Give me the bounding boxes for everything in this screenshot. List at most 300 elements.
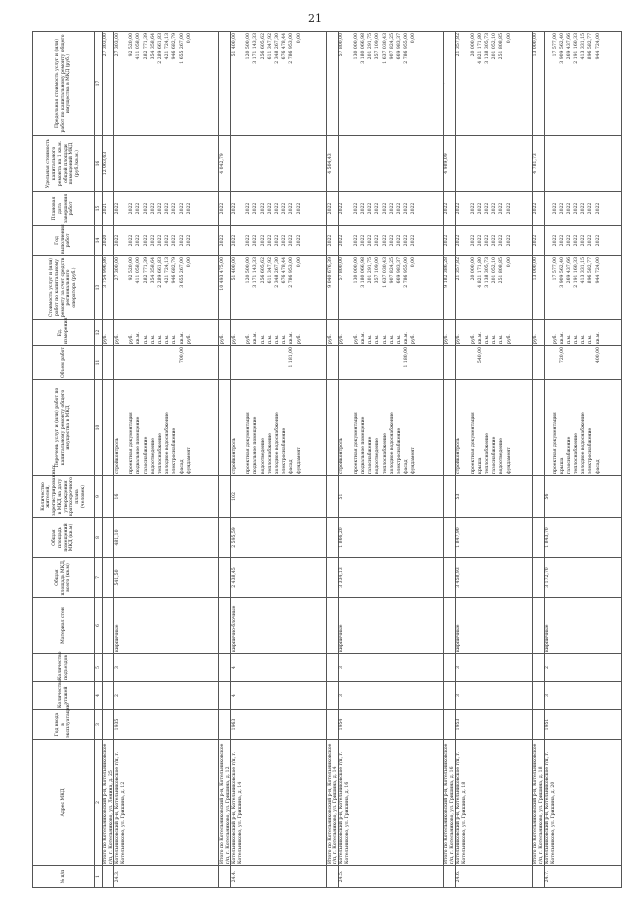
works-cell [443,380,455,476]
cost-cell-line [545,257,552,318]
units-cell-line: кв.м. [559,332,565,344]
works-cell-line: проектная документация [129,412,135,474]
cost-cell-line: 2 348 267,30 [274,257,280,288]
works-cell [102,380,114,476]
residents-cell [532,476,544,518]
capital-repair-table [32,31,622,888]
header-cell: Количество подъездов [33,654,95,682]
plan-date-cell-line: 2022 [588,202,594,215]
units-cell [219,320,231,346]
plan-date-cell-line: 2022 [389,202,395,215]
volume-cell-line [253,347,260,378]
limit-cost-cell-line: 946 682,79 [172,33,178,60]
plan-date-cell-line: 2022 [114,202,120,215]
cost-cell [544,256,621,320]
limit-cost-cell-line: 3 180 066,98 [360,33,366,64]
works-cell [231,380,327,476]
works-cell-line: газоснабжение [143,436,149,474]
limit-cost-cell-line: 269 437,66 [566,33,572,60]
year-done-cell [443,226,455,256]
cost-cell-line: 3 180 066,98 [360,257,366,288]
volume-cell-line: 400,00 [595,347,601,364]
volume-cell-line [553,347,560,378]
row-number [102,866,114,888]
volume-cell-line [158,347,165,378]
plan-date-cell [338,192,443,226]
volume-cell-line: 540,00 [477,347,483,364]
table-row [455,32,532,888]
units-cell-line: п.м. [368,334,374,344]
works-cell-line [533,381,540,474]
header-cell: Стоимость услуг и (или) работ по капитальному ремонту за счет средств регионального оператора (руб.) [33,256,95,320]
entrances-cell [532,654,544,682]
limit-cost-cell [102,32,114,136]
works-cell-line: электроснабжение [396,427,402,474]
limit-cost-cell-line: 0,00 [506,33,512,44]
year-done-cell-line: 2022 [375,234,381,247]
plan-date-cell [544,192,621,226]
year-done-cell-line: 2022 [559,234,565,247]
plan-date-cell-line: 2022 [360,202,366,215]
table-row [532,32,544,888]
cost-cell-line: 3 171 143,33 [253,257,259,288]
column-number-cell: 7 [95,558,103,598]
units-cell-line: руб. [444,334,450,344]
works-cell-line: газоснабжение [566,436,572,474]
plan-date-cell-line: 2022 [179,202,185,215]
plan-date-cell-line: 2022 [267,202,273,215]
cost-cell-line: 51 400,00 [231,257,237,281]
volume-cell [455,346,532,380]
year-cell: 1954 [338,710,443,740]
year-done-cell-line: 2022 [136,234,142,247]
works-cell-line: водоотведение [499,438,505,474]
year-done-cell-line: 2022 [566,234,572,247]
address-cell [114,740,219,866]
page-number: 21 [308,12,322,25]
year-cell [532,710,544,740]
plan-date-cell-line: 2022 [253,202,259,215]
plan-date-cell-line: 2022 [559,202,565,215]
row-number: 24.6. [455,866,532,888]
units-cell-line: руб. [231,334,237,344]
limit-cost-cell [532,32,544,136]
row-number: 24.4. [231,866,327,888]
residents-cell [219,476,231,518]
units-cell-line: кв.м. [404,332,410,344]
units-cell-line: руб. [246,334,252,344]
limit-cost-cell-line: 27 303,00 [103,33,108,57]
volume-cell-line: 1 181,00 [289,347,295,368]
limit-cost-cell-line: 4 821 171,80 [477,33,483,64]
header-cell: Количество жителей, зарегистрированных в МКД на дату утверждения краткосрочного плана (человек) [33,476,95,518]
area-rooms-cell [102,518,114,558]
units-cell-line: п.м. [150,334,156,344]
entrances-cell: 4 [231,654,327,682]
plan-date-cell-line: 2022 [375,202,381,215]
cost-cell-line: 0,00 [186,257,192,268]
address-cell-line: Котельниковский р-н, Котельниковское г/п, г. Котельниково, ул. Гришина, д. 16 [339,751,351,864]
plan-date-cell-line: 2022 [566,202,572,215]
year-cell: 1935 [114,710,219,740]
year-done-cell-line: 2022 [533,234,539,247]
cost-cell-line: 120 500,00 [246,257,252,284]
year-done-cell [114,226,219,256]
works-cell-line: подвальное помещение [360,416,366,474]
volume-cell-line [499,347,506,378]
units-cell-line: п.м. [172,334,178,344]
volume-cell [114,346,219,380]
units-cell-line: кв.м. [253,332,259,344]
cost-cell-line: 2 786 955,00 [404,257,410,288]
year-done-cell-line: 2020 [103,234,108,247]
cost-cell-line: 2 289 661,83 [158,257,164,288]
cost-cell [443,256,455,320]
units-cell-line: руб. [470,334,476,344]
units-cell-line: руб. [411,334,417,344]
specific-cost-cell [231,136,327,192]
address-cell [338,740,443,866]
cost-cell-line: 269 437,66 [566,257,572,284]
works-cell-line: фасад [179,459,185,474]
year-done-cell-line: 2022 [253,234,259,247]
column-number-cell: 14 [95,226,103,256]
limit-cost-cell-line [347,33,354,134]
scan-mark: . [442,76,446,87]
units-cell-line: руб. [327,334,333,344]
year-done-cell-line: 2022 [327,234,333,247]
volume-cell-line [574,347,581,378]
cost-cell-line: 0,00 [506,257,512,268]
units-cell-line: руб. [456,334,462,344]
table-row [219,32,231,888]
year-done-cell-line [545,227,552,254]
plan-date-cell-line: 2022 [581,202,587,215]
works-cell-line: холодное водоснабжение [389,412,395,474]
plan-date-cell-line: 2022 [186,202,192,215]
header-cell: Общая площадь помещений МКД (кв.м) [33,518,95,558]
works-cell-line: фундамент [296,447,302,474]
limit-cost-cell [443,32,455,136]
cost-cell-line: 13 000,00 [533,257,539,281]
works-cell-line: теплоснабжение [574,433,580,474]
cost-cell [114,256,219,320]
header-cell: Материал стен [33,598,95,654]
cost-cell-line: 611 347,92 [267,257,273,284]
column-number-row [95,32,103,888]
area-rooms-cell: 1 866,20 [338,518,443,558]
specific-cost-cell [114,136,219,192]
volume-cell [219,346,231,380]
units-cell-line: кв.м. [595,332,601,344]
volume-cell-line [456,347,463,378]
year-done-cell-line: 2022 [581,234,587,247]
units-cell [338,320,443,346]
volume-cell-line [471,347,478,378]
floors-cell [532,682,544,710]
volume-cell-line [297,347,304,378]
limit-cost-cell-line: 120 500,00 [246,33,252,60]
area-rooms-cell: 1 843,70 [544,518,621,558]
units-cell-line [545,321,552,344]
year-done-cell-line: 2022 [129,234,135,247]
table-row [544,32,621,888]
plan-date-cell-line: 2022 [296,202,302,215]
area-total-cell [102,558,114,598]
header-cell: Объем работ [33,346,95,380]
address-cell-line: Итого по Котельниковский р-н, Котельниковское г/п, г. Котельниково, ул. Гришина, д. 12 [219,743,231,864]
address-cell [544,740,621,866]
works-cell-line: электроснабжение [588,427,594,474]
cost-cell-line: 256 605,62 [260,257,266,284]
floors-cell: 3 [455,682,532,710]
volume-cell-line [383,347,390,378]
cost-cell-line: 0,00 [296,257,302,268]
volume-cell [327,346,339,380]
year-done-cell-line: 2022 [231,234,237,247]
year-done-cell-line: 2022 [246,234,252,247]
works-cell [532,380,544,476]
year-done-cell-line: 2022 [114,234,120,247]
year-done-cell-line: 2022 [470,234,476,247]
units-cell [455,320,532,346]
year-done-cell-line: 2022 [552,234,558,247]
units-cell [443,320,455,346]
cost-cell [102,256,114,320]
works-cell-line: стройконтроль [456,437,462,474]
works-cell [544,380,621,476]
volume-cell-line: 700,00 [179,347,185,364]
works-cell-line: подвальное помещение [136,416,142,474]
units-cell-line: кв.м. [477,332,483,344]
plan-date-cell-line: 2022 [150,202,156,215]
header-cell: Плановая дата завершения работ [33,192,95,226]
area-total-cell [327,558,339,598]
works-cell-line: проектная документация [246,412,252,474]
works-cell-line: водоотведение [375,438,381,474]
cost-cell-line: 413 331,15 [581,257,587,284]
volume-cell-line [347,347,354,378]
plan-date-cell [102,192,114,226]
year-done-cell-line: 2022 [282,234,288,247]
limit-cost-cell-line: 354 358,64 [150,33,156,60]
limit-cost-cell-line: 92 520,00 [129,33,135,57]
address-cell-line: Котельниковский р-н, Котельниковское г/п, г. Котельниково, ул. Гришина, д. 12 [114,751,126,864]
floors-cell [327,682,339,710]
floors-cell: 3 [544,682,621,710]
column-number-cell: 12 [95,320,103,346]
units-cell-line: кв.м. [136,332,142,344]
cost-cell-line: 354 358,64 [150,257,156,284]
volume-cell-line [361,347,368,378]
units-cell-line: кв.м. [289,332,295,344]
cost-cell [532,256,544,320]
year-done-cell-line: 2022 [158,234,164,247]
volume-cell-line [464,347,471,378]
area-total-cell: 2 438,45 [231,558,327,598]
plan-date-cell-line: 2022 [595,202,601,215]
cost-cell [219,256,231,320]
volume-cell-line [354,347,361,378]
volume-cell-line: 1 180,00 [404,347,410,368]
column-number-cell: 2 [95,740,103,866]
year-done-cell-line: 2022 [368,234,374,247]
area-rooms-cell [443,518,455,558]
year-done-cell-line: 2022 [150,234,156,247]
cost-cell-line: 20 000,00 [470,257,476,281]
address-cell [532,740,544,866]
cost-cell-line: 10 493 475,00 [219,257,225,291]
works-cell-line: крыша [477,457,483,474]
cost-cell-line: 57 800,00 [339,257,345,281]
volume-cell [231,346,327,380]
plan-date-cell [327,192,339,226]
plan-date-cell-line: 2022 [327,202,333,215]
material-cell [443,598,455,654]
address-cell-line: Котельниковский р-н, Котельниковское г/п, г. Котельниково, ул. Гришина, д. 14 [231,751,243,864]
works-cell-line [103,381,110,474]
year-done-cell-line: 2022 [260,234,266,247]
volume-cell-line [129,347,136,378]
units-cell-line: руб. [353,334,359,344]
specific-cost-cell: 12 063,63 [102,136,114,192]
address-cell-line: Итого по Котельниковский р-н, Котельниковское г/п, г. Котельниково, ул. Гришина, д. 16 [444,743,456,864]
limit-cost-cell-line [220,33,227,134]
units-cell-line: руб. [129,334,135,344]
year-done-cell-line: 2022 [296,234,302,247]
cost-cell-line: 2 191 160,33 [574,257,580,288]
volume-cell-line [144,347,151,378]
header-cell: № п/п [33,866,95,888]
year-done-cell [327,226,339,256]
limit-cost-cell-line: 357 109,00 [375,33,381,60]
volume-cell [338,346,443,380]
column-number-cell: 8 [95,518,103,558]
rotated-table-container [32,32,622,888]
table-row [102,32,114,888]
year-done-cell [455,226,532,256]
cost-cell-line: 130 000,00 [353,257,359,284]
header-cell: Год выполнения работ [33,226,95,256]
plan-date-cell-line: 2022 [492,202,498,215]
volume-cell [443,346,455,380]
cost-cell-line: 21 357,82 [456,257,462,281]
residents-cell: 16 [114,476,219,518]
cost-cell [231,256,327,320]
address-cell [102,740,114,866]
column-number-cell: 17 [95,32,103,136]
address-cell [219,740,231,866]
limit-cost-cell-line: 896 582,77 [588,33,594,60]
address-cell-line: Итого по Котельниковский р-н, Котельниковское г/п, г. Котельниково, ул. Гришина, д. 14 [327,743,339,864]
area-total-cell [219,558,231,598]
address-cell-line: Котельниковский р-н, Котельниковское г/п, г. Котельниково, ул. Гришина, д. 18 [456,751,468,864]
year-done-cell-line: 2022 [477,234,483,247]
limit-cost-cell [338,32,446,136]
residents-cell: 56 [544,476,621,518]
column-number-cell: 15 [95,192,103,226]
residents-cell [443,476,455,518]
cost-cell-line [464,257,471,318]
volume-cell-line [122,347,129,378]
cost-cell [455,256,532,320]
works-cell-line: стройконтроль [231,437,237,474]
year-done-cell-line: 2022 [179,234,185,247]
year-done-cell-line: 2022 [339,234,345,247]
entrances-cell [102,654,114,682]
limit-cost-cell-line: 1 637 030,43 [382,33,388,64]
specific-cost-cell: 4 504,43 [327,136,339,192]
volume-cell-line [268,347,275,378]
volume-cell-line [588,347,595,378]
plan-date-cell-line: 2022 [289,202,295,215]
units-cell-line [464,321,471,344]
address-cell [443,740,455,866]
year-done-cell-line: 2022 [396,234,402,247]
cost-cell-line: 411 058,00 [136,257,142,284]
year-done-cell-line: 2022 [165,234,171,247]
year-done-cell [338,226,443,256]
area-rooms-cell: 481,10 [114,518,219,558]
residents-cell [102,476,114,518]
works-cell-line: фасад [289,459,295,474]
row-number: 24.5. [338,866,443,888]
limit-cost-cell-line [444,33,451,134]
year-done-cell-line: 2022 [172,234,178,247]
address-cell-line: Итого по Котельниковский р-н, Котельниковское г/п, г. Котельниково, ул. Гришина, д. 18 [533,743,545,864]
limit-cost-cell-line: 2 289 661,83 [158,33,164,64]
units-cell-line: руб. [533,334,539,344]
year-done-cell [544,226,621,256]
units-cell-line: п.м. [282,334,288,344]
area-rooms-cell [532,518,544,558]
residents-cell: 53 [455,476,532,518]
year-done-cell-line: 2022 [289,234,295,247]
year-cell: 1951 [544,710,621,740]
year-done-cell [219,226,231,256]
cost-cell-line: 201 291,75 [368,257,374,284]
column-number-cell: 4 [95,682,103,710]
limit-cost-cell-line: 669 983,37 [396,33,402,60]
limit-cost-cell-line: 0,00 [186,33,192,44]
volume-cell-line [375,347,382,378]
plan-date-cell-line: 2022 [499,202,505,215]
year-done-cell-line: 2022 [492,234,498,247]
specific-cost-cell [455,136,532,192]
units-cell [231,320,327,346]
works-cell [455,380,532,476]
table-row [114,32,219,888]
works-cell-line: подвальное помещение [253,416,259,474]
column-number-cell: 11 [95,346,103,380]
plan-date-cell [219,192,231,226]
plan-date-cell-line [347,193,354,224]
plan-date-cell-line: 2022 [404,202,410,215]
plan-date-cell-line: 2022 [477,202,483,215]
header-row [33,32,95,888]
plan-date-cell-line: 2022 [219,202,225,215]
table-body [102,32,622,888]
year-done-cell-line: 2022 [411,234,417,247]
volume-cell-line [261,347,268,378]
cost-cell-line: 17 577,00 [552,257,558,281]
units-cell-line: п.м. [158,334,164,344]
limit-cost-cell [544,32,621,136]
cost-cell [327,256,339,320]
area-rooms-cell [219,518,231,558]
cost-cell-line: 896 582,77 [588,257,594,284]
material-cell: кирпично-блочные [231,598,327,654]
